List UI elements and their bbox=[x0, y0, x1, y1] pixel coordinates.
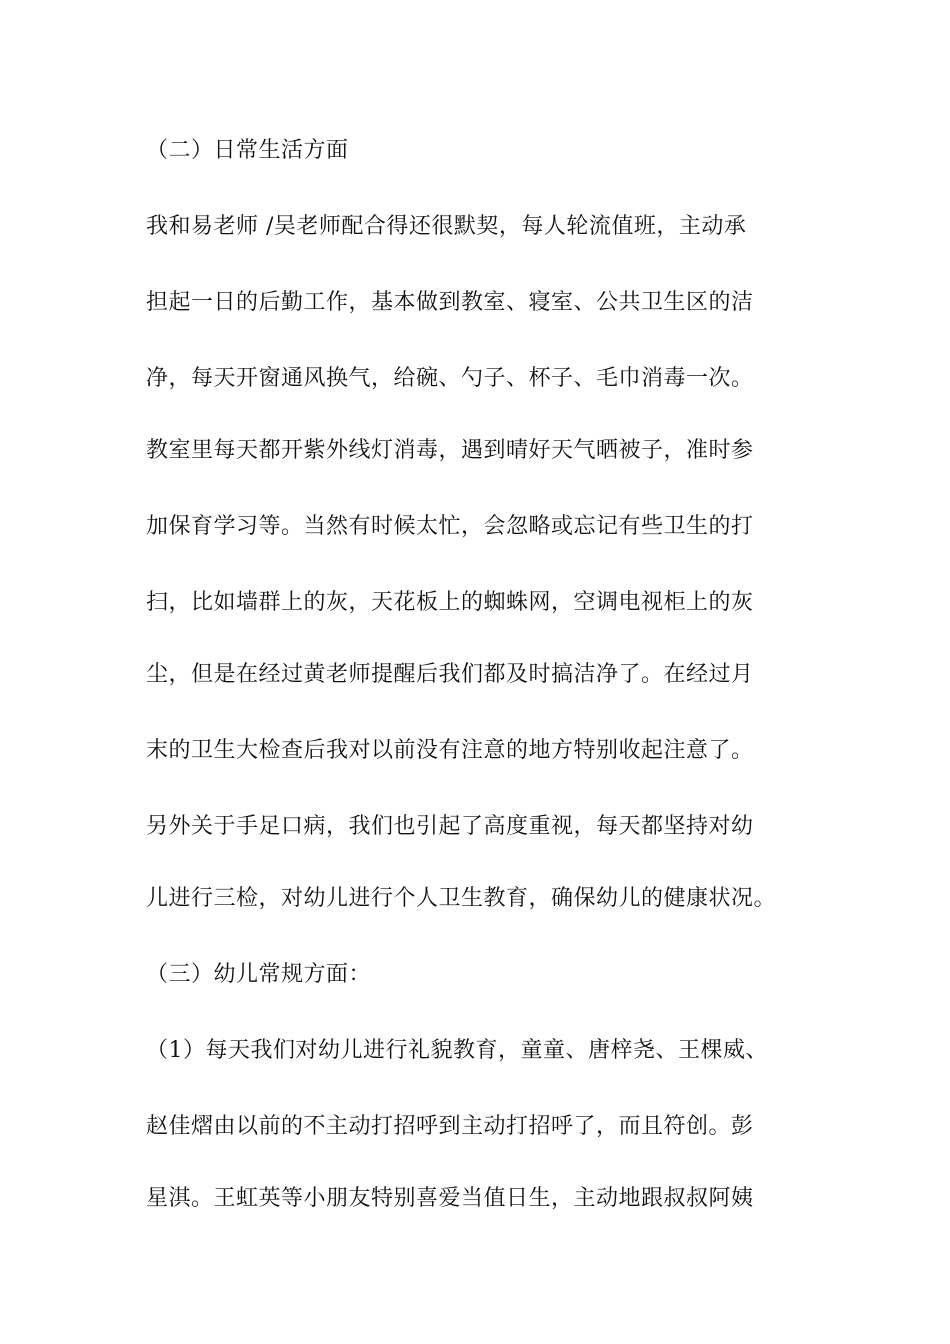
paragraph-line: 加保育学习等。当然有时候太忙，会忽略或忘记有些卫生的打 bbox=[146, 514, 754, 539]
paragraph-line: 我和易老师 /吴老师配合得还很默契，每人轮流值班，主动承 bbox=[146, 214, 747, 239]
paragraph-line: 另外关于手足口病，我们也引起了高度重视，每天都坚持对幼 bbox=[146, 814, 754, 839]
paragraph-line: 儿进行三检，对幼儿进行个人卫生教育，确保幼儿的健康状况。 bbox=[146, 886, 777, 911]
paragraph-line: 尘，但是在经过黄老师提醒后我们都及时搞洁净了。在经过月 bbox=[146, 662, 754, 687]
paragraph-line: 星淇。王虹英等小朋友特别喜爱当值日生，主动地跟叔叔阿姨 bbox=[146, 1186, 754, 1211]
paragraph-line: 教室里每天都开紫外线灯消毒，遇到晴好天气晒被子，准时参 bbox=[146, 438, 754, 463]
paragraph-line: 担起一日的后勤工作，基本做到教室、寝室、公共卫生区的洁 bbox=[146, 290, 754, 315]
paragraph-line: （1）每天我们对幼儿进行礼貌教育，童童、唐梓尧、王棵威、 bbox=[146, 1038, 768, 1063]
section-heading-child-routine: （三）幼儿常规方面： bbox=[146, 962, 372, 987]
paragraph-line: 扫，比如墙群上的灰，天花板上的蜘蛛网，空调电视柜上的灰 bbox=[146, 590, 754, 615]
paragraph-line: 净，每天开窗通风换气，给碗、勺子、杯子、毛巾消毒一次。 bbox=[146, 366, 754, 391]
paragraph-line: 赵佳熠由以前的不主动打招呼到主动打招呼了，而且符创。彭 bbox=[146, 1114, 754, 1139]
section-heading-daily-life: （二）日常生活方面 bbox=[146, 138, 349, 163]
paragraph-line: 末的卫生大检查后我对以前没有注意的地方特别收起注意了。 bbox=[146, 738, 754, 763]
